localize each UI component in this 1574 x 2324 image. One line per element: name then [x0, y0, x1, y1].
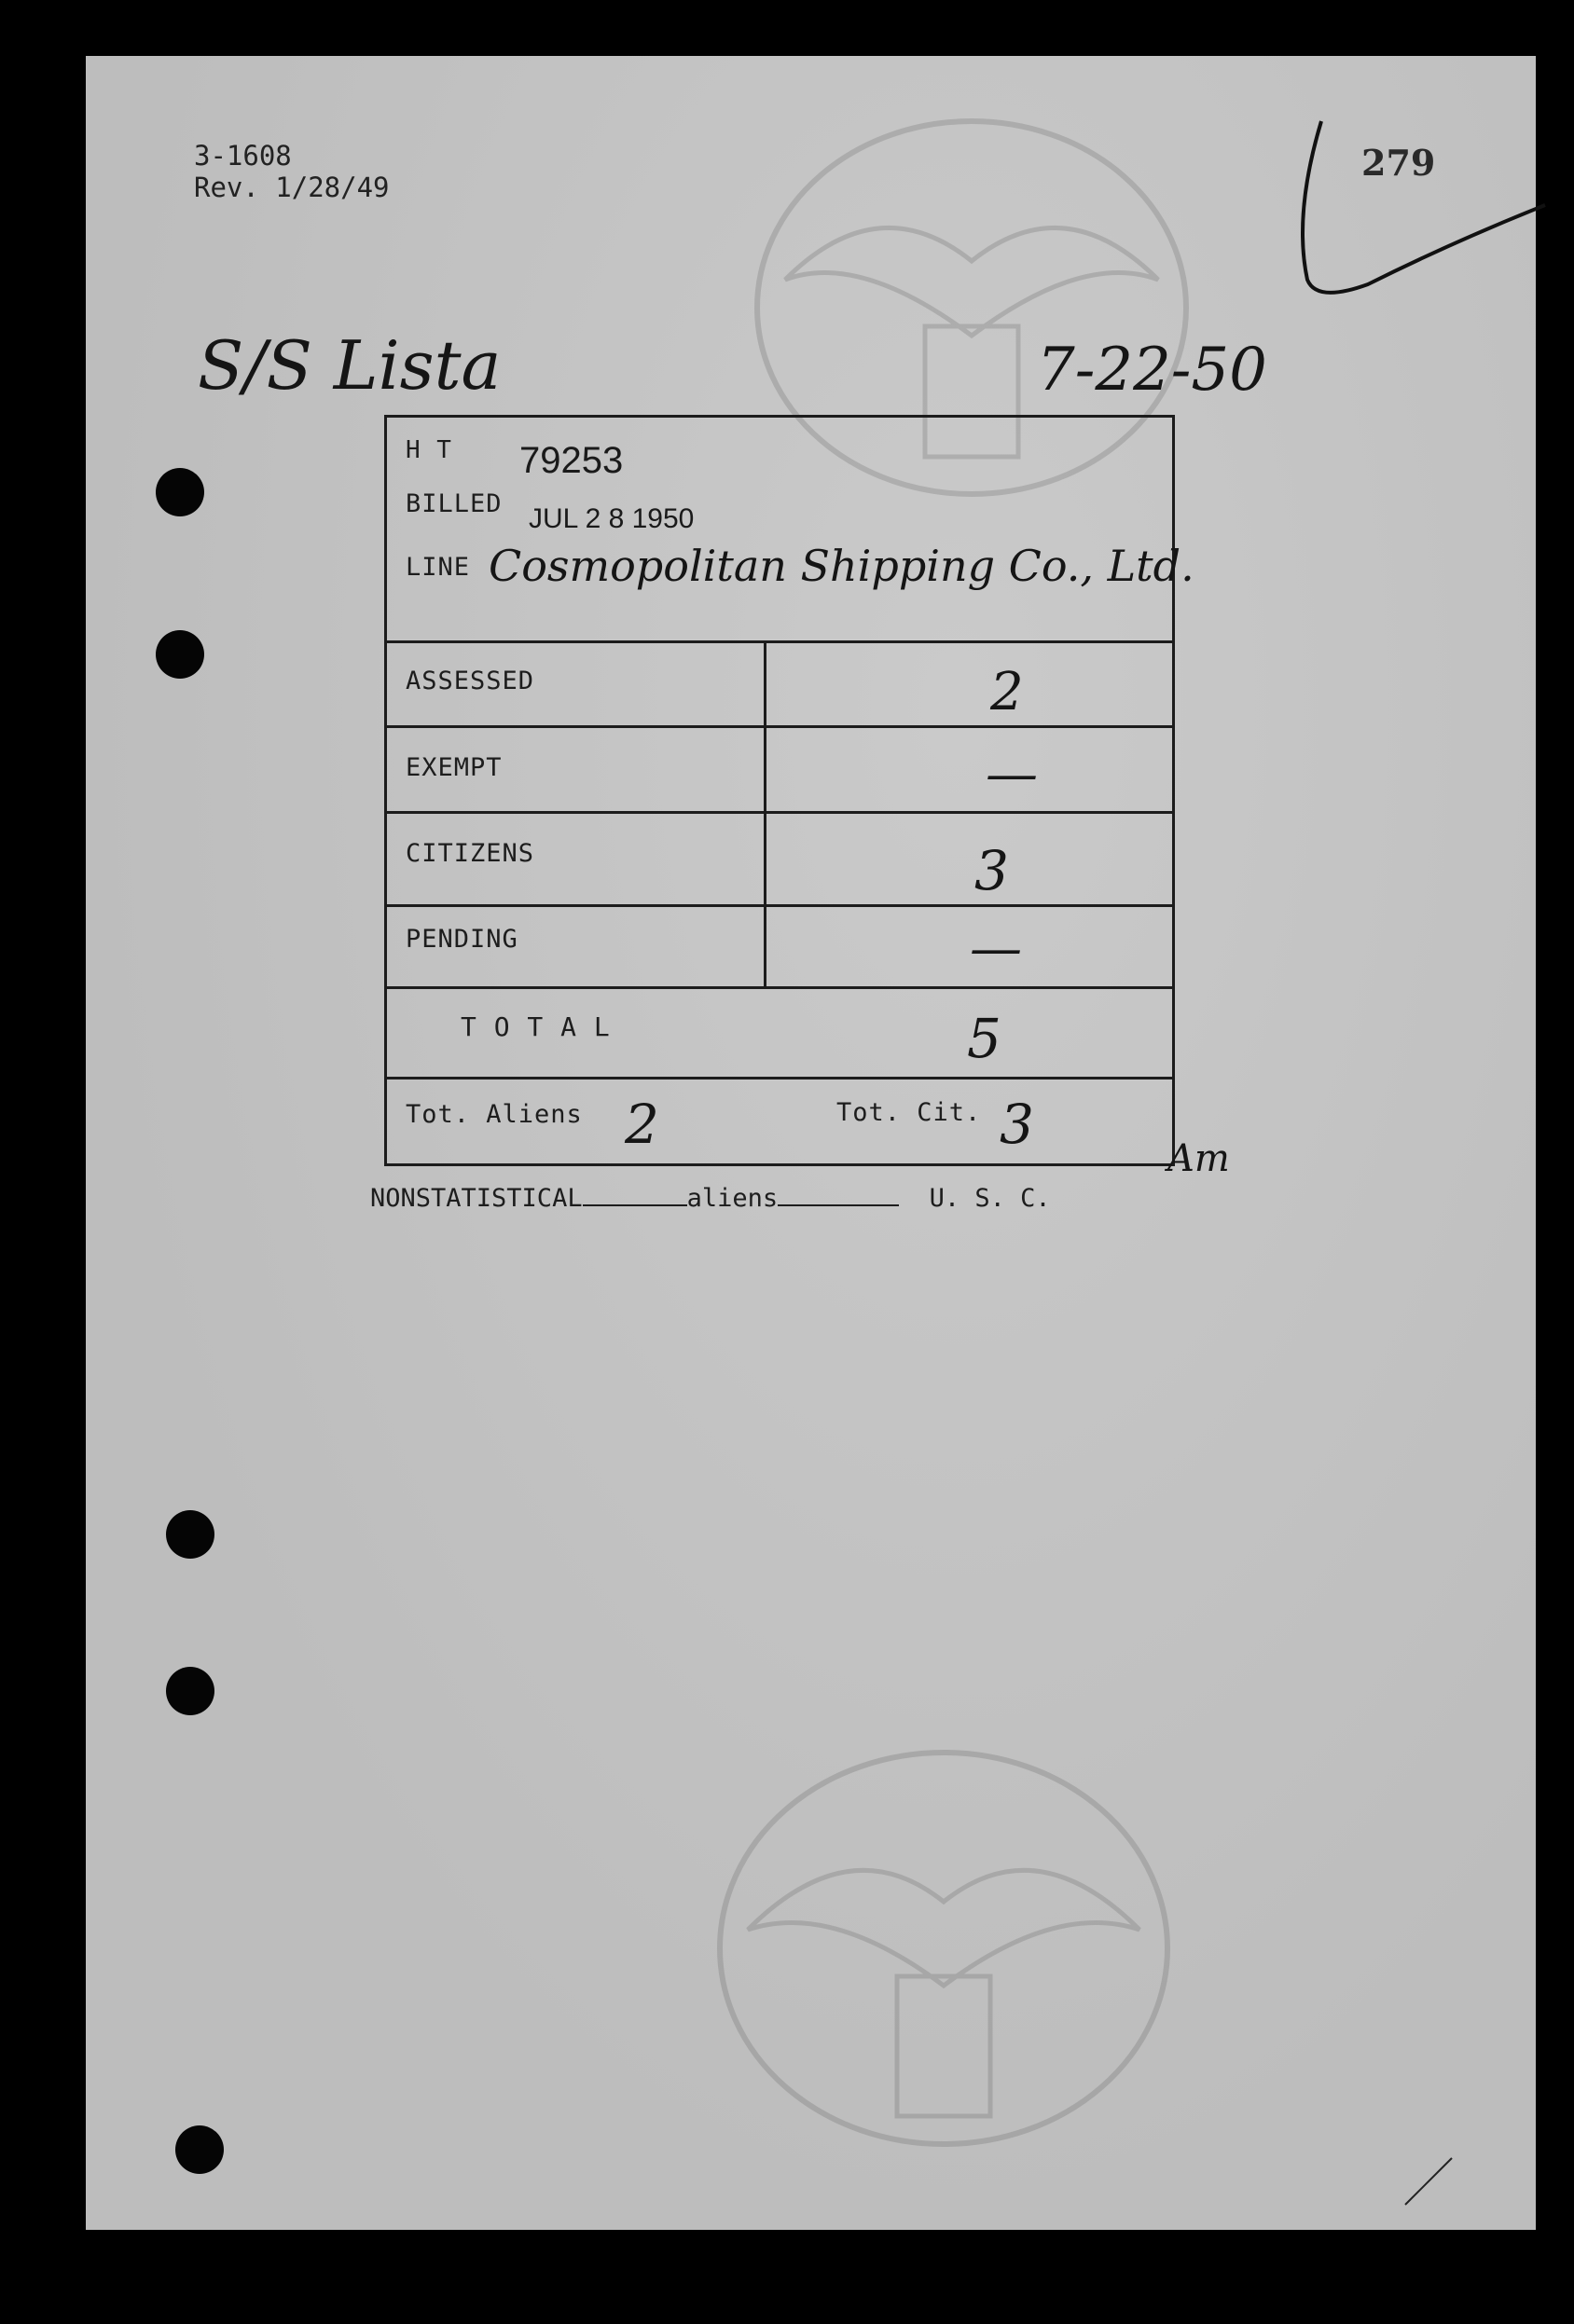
punch-hole-2 [156, 630, 204, 679]
usc-label: U. S. C. [929, 1184, 1051, 1213]
line-name-handwritten: Cosmopolitan Shipping Co., Ltd. [489, 541, 1194, 591]
assessed-value: 2 [990, 662, 1024, 722]
punch-hole-1 [156, 468, 204, 516]
form-table [384, 415, 1175, 1166]
tot-aliens-value: 2 [625, 1093, 659, 1156]
ht-number: 79253 [519, 440, 624, 481]
nonstatistical-line [370, 1184, 1051, 1213]
punch-hole-3 [166, 1510, 214, 1559]
line-label: LINE [406, 553, 471, 582]
tot-cit-value: 3 [1000, 1093, 1034, 1156]
tot-aliens-label: Tot. Aliens [406, 1100, 583, 1129]
pending-value: — [970, 918, 1022, 979]
tot-cit-label: Tot. Cit. [836, 1098, 982, 1127]
date-handwritten: 7-22-50 [1037, 336, 1267, 405]
aliens-label: aliens [686, 1184, 779, 1213]
check-mark-icon [1200, 93, 1554, 317]
total-label: T O T A L [461, 1011, 611, 1042]
total-value: 5 [967, 1007, 1001, 1070]
citizens-value: 3 [974, 839, 1009, 902]
billed-label: BILLED [406, 489, 503, 518]
edge-mark-icon [1401, 2153, 1457, 2209]
exempt-value: — [986, 744, 1038, 804]
ship-name-handwritten: S/S Lista [198, 326, 502, 405]
eagle-seal-watermark-bottom [617, 1715, 1270, 2181]
punch-hole-4 [166, 1667, 214, 1715]
form-revision: Rev. 1/28/49 [194, 172, 390, 203]
assessed-label: ASSESSED [406, 667, 535, 695]
pending-label: PENDING [406, 925, 518, 954]
form-number: 3-1608 [194, 140, 292, 172]
exempt-label: EXEMPT [406, 753, 503, 782]
punch-hole-5 [175, 2125, 224, 2174]
billed-date-stamp: JUL 2 8 1950 [529, 503, 695, 534]
page-number: 279 [1361, 142, 1436, 184]
document-page [86, 56, 1536, 2230]
nonstatistical-label: NONSTATISTICAL [370, 1184, 583, 1213]
ht-label: H T [406, 436, 452, 464]
citizens-label: CITIZENS [406, 839, 535, 868]
initials-handwritten: Am [1167, 1137, 1230, 1180]
